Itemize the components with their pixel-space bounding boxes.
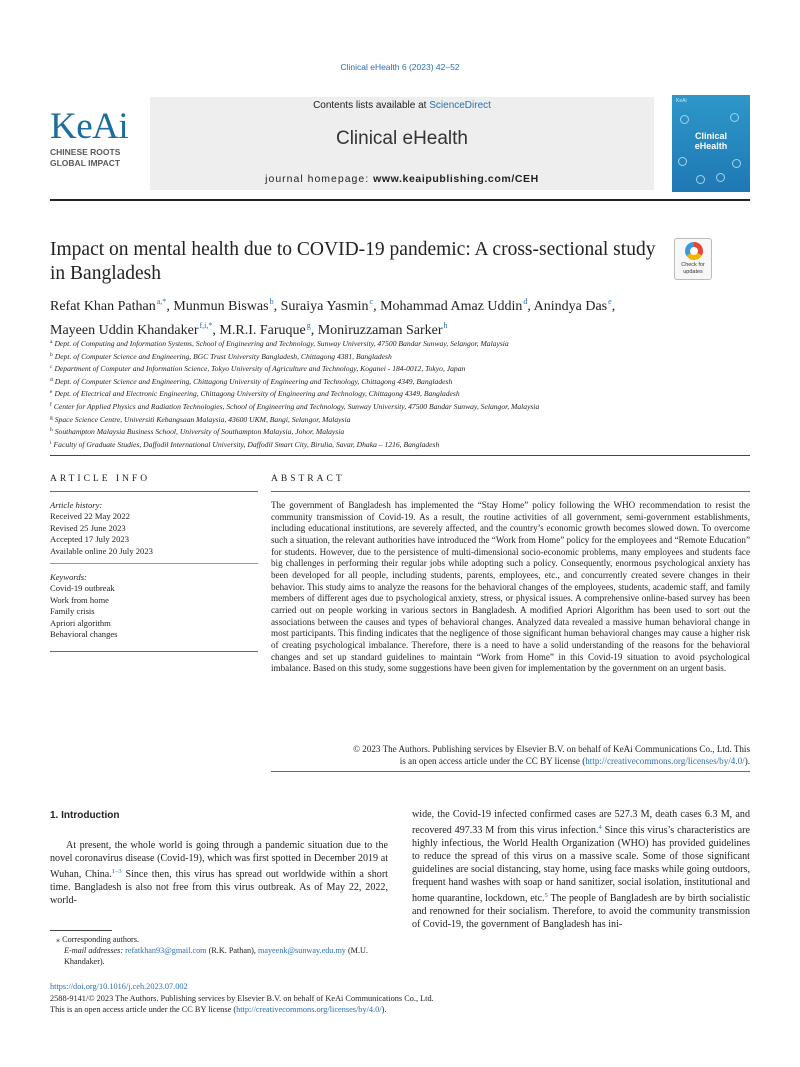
affiliation-item: $^f$ Center for Applied Physics and Radiation Technologies, School of Engineering and Technology, Sunway University, 47500 Bandar Sunway, Selangor, Malaysia	[50, 401, 540, 411]
homepage-prefix: journal homepage:	[265, 173, 374, 185]
history-item: Available online 20 July 2023	[50, 545, 153, 556]
affiliation-item: $^c$ Department of Computer and Information Science, Tokyo University of Agriculture and Technology, Koganei - 184-0012, Tokyo, Japan	[50, 364, 466, 374]
abstract-heading: ABSTRACT	[271, 474, 345, 484]
cover-decoration-icon	[732, 159, 741, 168]
affiliation-item: $^h$ Southampton Malaysia Business School, University of Southampton Malaysia, Johor, Malaysia	[50, 427, 345, 437]
article-history-label: Article history:	[50, 500, 103, 510]
author[interactable]: Anindya Das$^e$	[533, 297, 612, 314]
body-column-left	[50, 807, 388, 907]
license-line: This is an open access article under the CC BY license (http://creativecommons.org/licenses/by/4.0/).	[50, 1005, 387, 1015]
footnote-divider	[50, 930, 112, 931]
journal-homepage	[150, 173, 654, 185]
author[interactable]: Mayeen Uddin Khandaker$^{f,i,*}$	[50, 321, 213, 338]
affiliation-item: $^e$ Dept. of Electrical and Electronic Engineering, Chittagong University of Engineering and Technology, Chittagong 4349, Bangladesh	[50, 389, 460, 399]
cover-decoration-icon	[696, 175, 705, 184]
keyword-item: Apriori algorithm	[50, 617, 111, 628]
masthead-divider	[50, 199, 750, 201]
contents-line	[150, 100, 654, 111]
affiliation-item: $^i$ Faculty of Graduate Studies, Daffodil International University, Daffodil Smart City, Birulia, Savar, Dhaka – 1216, Bangladesh	[50, 439, 440, 449]
front-matter-divider	[50, 455, 750, 456]
body-paragraph: wide, the Covid-19 infected confirmed cases are 527.3 M, death cases 6.3 M, and recovered 497.33 M from this virus infection.$^4$ Since this virus’s characteristics are highly infectious, the World Health Organization (WHO) has provided guidelines to reduce the spread of this virus on a massive scale. Some of those significant guidelines are social distancing, stay home, using face masks while going outdoors, frequent hand washes with soap or hand sanitizer, social isolation, institutional and home quarantine, lockdown, etc.$^5$ The people of Bangladesh are by birth socialistic and renowned for their socialism. Therefore, to avoid the community transmission of Covid-19, the government of Bangladesh has ini-	[412, 809, 750, 931]
keyword-item: Behavioral changes	[50, 629, 118, 640]
cover-decoration-icon	[680, 115, 689, 124]
keai-wordmark: KeAi	[50, 106, 129, 147]
keywords-label: Keywords:	[50, 572, 87, 582]
author[interactable]: Suraiya Yasmin$^c$	[280, 297, 374, 314]
cover-title-line-2: eHealth	[694, 141, 728, 151]
journal-reference[interactable]: Clinical eHealth 6 (2023) 42–52	[340, 62, 460, 72]
cover-decoration-icon	[716, 173, 725, 182]
article-info-heading: ARTICLE INFO	[50, 474, 151, 484]
keai-tagline-2: GLOBAL IMPACT	[50, 158, 121, 168]
keyword-item: Family crisis	[50, 606, 95, 617]
email-note: E-mail addresses: refatkhan93@gmail.com (R.K. Pathan), mayeenk@sunway.edu.my (M.U. Khandaker).	[64, 946, 368, 966]
affiliation-item: $^g$ Space Science Centre, Universiti Kebangsaan Malaysia, 43600 UKM, Bangi, Selangor, Malaysia	[50, 414, 351, 424]
citation-link[interactable]: 5	[544, 892, 548, 900]
article-history	[50, 500, 258, 557]
author-list: Refat Khan Pathan$^{a,*}$, Munmun Biswas$^b$, Suraiya Yasmin$^c$, Mohammad Amaz Uddin$^d$, Anindya Das$^e$, Mayeen Uddin Khandaker$^{f,i,*}$, M.R.I. Faruque$^g$, Moniruzzaman Sarker$^h$	[50, 297, 616, 338]
homepage-url[interactable]: www.keaipublishing.com/CEH	[373, 173, 539, 185]
keywords	[50, 572, 258, 640]
section-heading: 1. Introduction	[50, 810, 120, 821]
keai-logo[interactable]	[50, 106, 145, 169]
author[interactable]: Mohammad Amaz Uddin$^d$	[380, 297, 528, 314]
history-item: Received 22 May 2022	[50, 511, 130, 522]
author[interactable]: Munmun Biswas$^b$	[173, 297, 274, 314]
cover-publisher: KeAi	[676, 98, 687, 104]
author[interactable]: M.R.I. Faruque$^g$	[219, 321, 311, 338]
corresponding-note: ⁎ Corresponding authors.	[56, 935, 140, 944]
abstract-bottom-divider	[271, 771, 750, 772]
page-footer	[50, 981, 750, 1016]
masthead	[50, 95, 750, 192]
author[interactable]: Refat Khan Pathan$^{a,*}$	[50, 297, 167, 314]
abstract-text: The government of Bangladesh has implemented the “Stay Home” policy following the WHO recommendation to resist the community transmission of Covid-19. As a result, the routine activities of all government, semi-government establishments, including educational institutions, are severely affected, and the country’s economic growth becomes slowed down. To overcome such a situation, the relevant authorities have introduced the “Work from Home” policy for the employees and “Remote Education” for students. However, due to the persistence of multi-dimensional socio-economic problems, many employees and students face big challenges in performing their regular jobs while adopting such a policy. Consequently, enormous psychological anxiety has been developed for all people, including students, parents, employees, etc., and concurrently created severe changes in their behavior. This study aims to analyze the reasons for the behavioral changes of the employees, students, academic staff, and family members of different ages due to psychological anxiety, stress, or physical issues. A comprehensive online-based survey has been carried out on people working in various sectors in Bangladesh. A modified Apriori Algorithm has been used to sort out the associations between the causes and types of behavioral changes. Analyzed data revealed a massive human behavioral change in most participants. This finding indicates that the negligence of those significant human behavioral changes may cause a higher risk of creating psychological imbalance. Therefore, there is a need to have a solid understanding of the reasons for the behavioral changes and set up standard guidelines to maintain “Work from Home” in this Covid-19 situation to avoid psychological imbalance. Based on this study, some suggestions have been given for implementation by the government on an urgent basis.	[271, 500, 750, 674]
keyword-item: Covid-19 outbreak	[50, 583, 115, 594]
body-column-right	[412, 808, 750, 931]
body-paragraph: At present, the whole world is going through a pandemic situation due to the novel coronavirus disease (Covid-19), which was first spotted in December 2019 at Wuhan, China.$^{1-3}$ Since then, this virus has spread out worldwide within a short time. Bangladesh is also not free from this virus outbreak. As of May 22, 2022, world-	[50, 840, 388, 907]
email-link[interactable]: mayeenk@sunway.edu.my	[257, 946, 346, 955]
keyword-item: Work from home	[50, 594, 109, 605]
contents-prefix: Contents lists available at	[313, 100, 430, 111]
cc-license-link[interactable]: http://creativecommons.org/licenses/by/4.0/	[236, 1005, 382, 1015]
article-title: Impact on mental health due to COVID-19 pandemic: A cross-sectional study in Bangladesh	[50, 239, 656, 284]
history-item: Revised 25 June 2023	[50, 522, 126, 533]
journal-banner	[150, 97, 654, 190]
abstract-copyright	[271, 744, 750, 767]
keai-tagline-1: CHINESE ROOTS	[50, 147, 121, 157]
citation-link[interactable]: 4	[598, 824, 602, 832]
journal-title[interactable]: Clinical eHealth	[335, 128, 468, 149]
article-info-divider	[50, 651, 258, 652]
copyright-line-2: is an open access article under the CC BY license (http://creativecommons.org/licenses/by/4.0/).	[399, 755, 750, 766]
doi-link[interactable]: https://doi.org/10.1016/j.ceh.2023.07.002	[50, 982, 188, 991]
copyright-line-1: © 2023 The Authors. Publishing services by Elsevier B.V. on behalf of KeAi Communications Co., Ltd. This	[353, 744, 750, 754]
cover-title	[672, 131, 750, 151]
crossmark-label-line-1: Check for	[681, 262, 705, 268]
journal-cover-thumbnail[interactable]	[672, 95, 750, 192]
email-link[interactable]: refatkhan93@gmail.com	[125, 946, 207, 955]
cover-decoration-icon	[730, 113, 739, 122]
cover-decoration-icon	[678, 157, 687, 166]
affiliations	[50, 337, 750, 450]
affiliation-item: $^b$ Dept. of Computer Science and Engineering, BGC Trust University Bangladesh, Chittagong 4381, Bangladesh	[50, 351, 392, 361]
cc-license-link[interactable]: http://creativecommons.org/licenses/by/4.0/	[585, 755, 745, 766]
check-for-updates-button[interactable]	[674, 238, 712, 280]
affiliation-item: $^a$ Dept. of Computing and Information Systems, School of Engineering and Technology, Sunway University, 47500 Bandar Sunway, Selangor, Malaysia	[50, 339, 509, 348]
crossmark-label-line-2: updates	[683, 269, 703, 275]
issn-line: 2588-9141/© 2023 The Authors. Publishing services by Elsevier B.V. on behalf of KeAi Communications Co., Ltd.	[50, 993, 434, 1003]
history-item: Accepted 17 July 2023	[50, 534, 129, 545]
author[interactable]: Moniruzzaman Sarker$^h$	[317, 321, 448, 338]
citation-link[interactable]: 1–3	[111, 868, 122, 876]
affiliation-item: $^d$ Dept. of Computer Science and Engineering, Chittagong University of Engineering and Technology, Chittagong 4349, Bangladesh	[50, 376, 453, 386]
article-info-divider	[50, 563, 258, 564]
crossmark-label	[675, 262, 711, 276]
sciencedirect-link[interactable]: ScienceDirect	[429, 100, 491, 111]
cover-title-line-1: Clinical	[694, 131, 727, 141]
article-info-divider	[50, 491, 258, 492]
abstract-divider	[271, 491, 750, 492]
footnotes	[50, 934, 388, 967]
crossmark-icon	[685, 242, 703, 260]
